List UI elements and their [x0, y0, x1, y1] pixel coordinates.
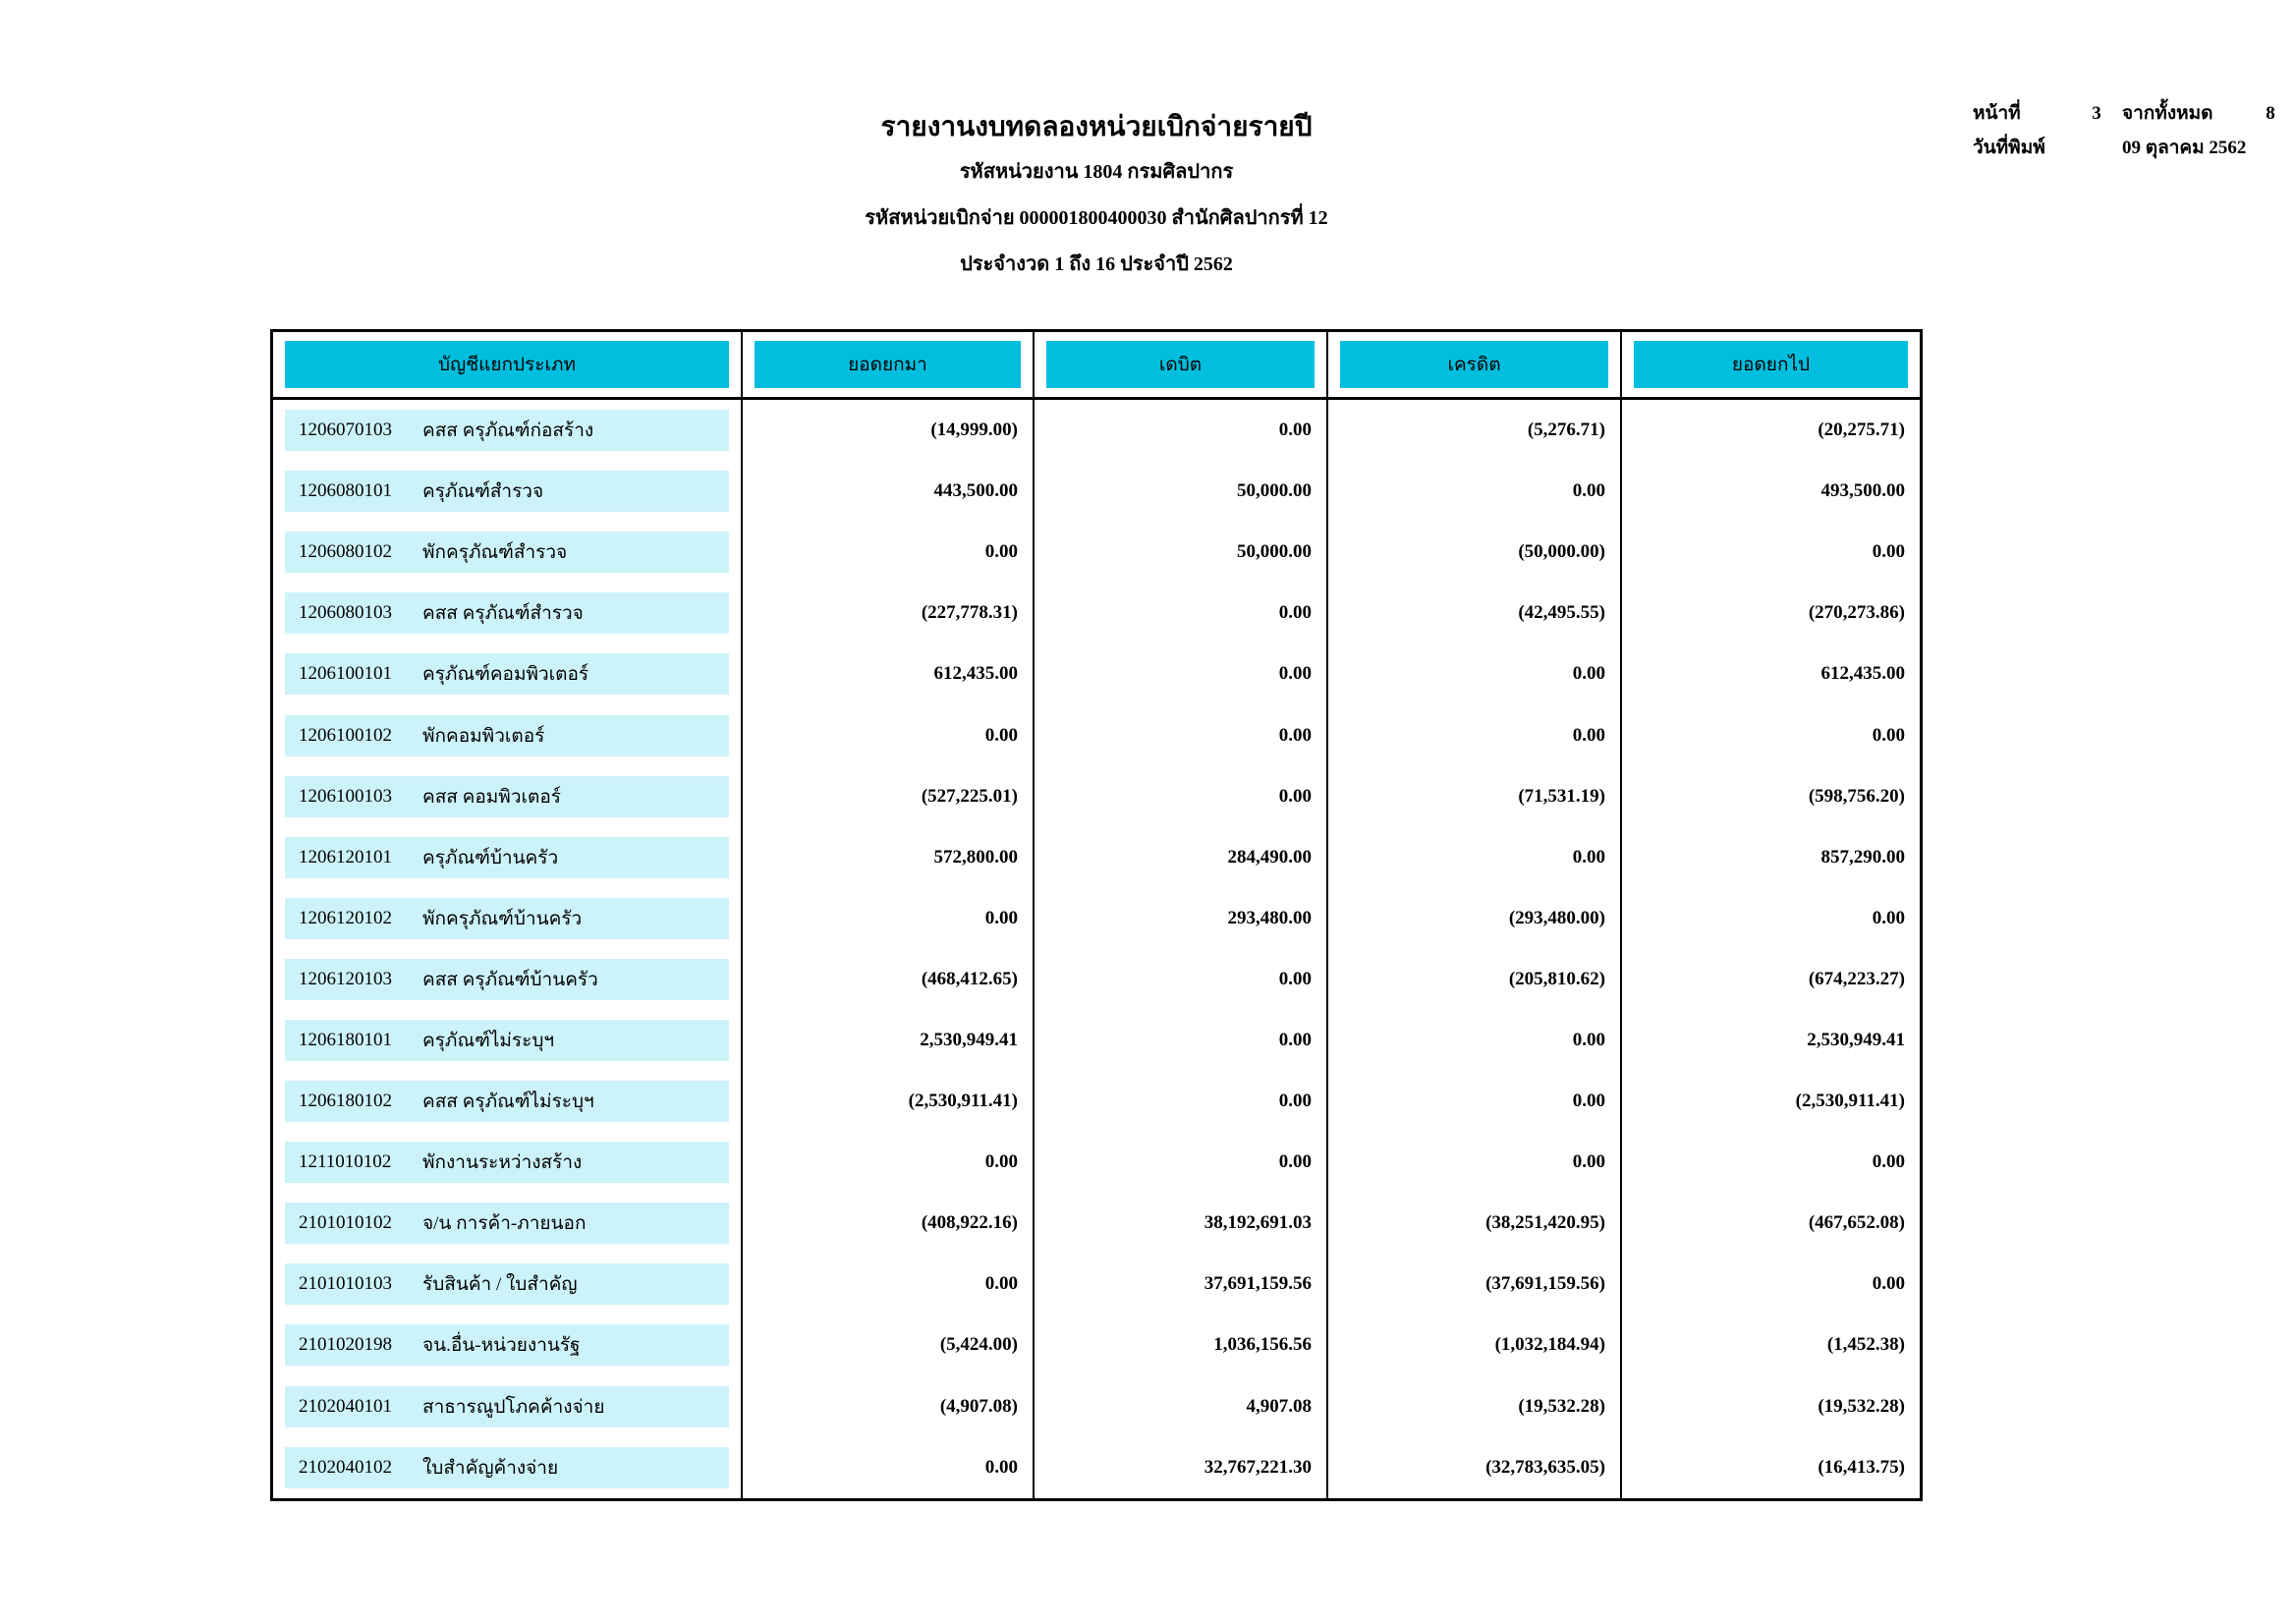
- account-band: [285, 1081, 729, 1122]
- account-band: [285, 410, 729, 451]
- account-cell: [273, 522, 743, 583]
- closing-balance-cell: (20,275.71): [1818, 420, 1905, 441]
- credit-cell: 0.00: [1328, 644, 1622, 704]
- table-row: [273, 827, 1920, 888]
- account-cell: [273, 766, 743, 827]
- debit-cell: 50,000.00: [1035, 461, 1328, 522]
- opening-balance-cell: (14,999.00): [743, 400, 1035, 461]
- debit-cell: 284,490.00: [1035, 827, 1328, 888]
- account-band: [285, 1447, 729, 1488]
- account-cell: [273, 888, 743, 949]
- header-label-opening-balance: ยอดยกมา: [755, 341, 1021, 388]
- opening-balance-cell: 0.00: [743, 1132, 1035, 1193]
- account-cell: [273, 1376, 743, 1437]
- account-name: คสส ครุภัณฑ์ไม่ระบุฯ: [422, 1092, 594, 1113]
- disbursement-unit-line: รหัสหน่วยเบิกจ่าย 000001800400030 สำนักศิลปากรที่ 12: [865, 207, 1328, 229]
- credit-cell: (293,480.00): [1328, 888, 1622, 949]
- opening-balance-cell: 0.00: [743, 522, 1035, 583]
- table-row: [273, 766, 1920, 827]
- account-code: 1206120103: [299, 968, 392, 989]
- account-band: [285, 1020, 729, 1061]
- closing-balance-cell: 0.00: [1872, 724, 1905, 746]
- account-code: 1211010102: [299, 1151, 392, 1173]
- credit-cell: 0.00: [1328, 461, 1622, 522]
- debit-cell: 37,691,159.56: [1035, 1254, 1328, 1315]
- account-band: [285, 1142, 729, 1183]
- account-cell: [273, 1071, 743, 1132]
- account-name: พักครุภัณฑ์สำรวจ: [422, 542, 568, 564]
- table-row: [273, 1010, 1920, 1071]
- account-band: [285, 1386, 729, 1428]
- account-code: 1206100102: [299, 724, 392, 746]
- account-name: คสส ครุภัณฑ์ก่อสร้าง: [422, 420, 594, 442]
- credit-cell: (71,531.19): [1328, 766, 1622, 827]
- table-row: [273, 1254, 1920, 1315]
- credit-cell: 0.00: [1328, 827, 1622, 888]
- opening-balance-cell: (527,225.01): [743, 766, 1035, 827]
- account-code: 1206120102: [299, 907, 392, 928]
- closing-balance-cell: (1,452.38): [1826, 1334, 1905, 1356]
- header-cell-debit: [1035, 332, 1328, 397]
- account-cell: [273, 461, 743, 522]
- closing-balance-cell: 0.00: [1872, 907, 1905, 928]
- account-band: [285, 898, 729, 939]
- account-cell: [273, 1437, 743, 1498]
- table-body: [273, 400, 1920, 1498]
- credit-cell: (205,810.62): [1328, 949, 1622, 1010]
- table-row: [273, 1315, 1920, 1375]
- page-info: [1973, 103, 2275, 159]
- account-name: คสส ครุภัณฑ์บ้านครัว: [422, 969, 598, 990]
- page-label: หน้าที่: [1973, 103, 2021, 124]
- account-name: ใบสำคัญค้างจ่าย: [422, 1457, 559, 1479]
- closing-balance-cell: (467,652.08): [1808, 1212, 1905, 1234]
- opening-balance-cell: 0.00: [743, 1437, 1035, 1498]
- debit-cell: 4,907.08: [1035, 1376, 1328, 1437]
- credit-cell: (1,032,184.94): [1328, 1315, 1622, 1375]
- opening-balance-cell: 2,530,949.41: [743, 1010, 1035, 1071]
- account-code: 1206080101: [299, 480, 392, 502]
- account-name: พักครุภัณฑ์บ้านครัว: [422, 908, 583, 929]
- table-row: [273, 1376, 1920, 1437]
- account-band: [285, 1324, 729, 1366]
- debit-cell: 0.00: [1035, 583, 1328, 644]
- closing-balance-cell: 0.00: [1872, 1151, 1905, 1173]
- closing-balance-cell: (674,223.27): [1808, 968, 1905, 989]
- table-row: [273, 888, 1920, 949]
- credit-cell: (42,495.55): [1328, 583, 1622, 644]
- period-line: ประจำงวด 1 ถึง 16 ประจำปี 2562: [960, 253, 1233, 275]
- closing-balance-cell: 0.00: [1872, 541, 1905, 563]
- table-row: [273, 461, 1920, 522]
- page-number: 3: [2092, 103, 2101, 124]
- account-band: [285, 653, 729, 695]
- account-band: [285, 1203, 729, 1244]
- credit-cell: (19,532.28): [1328, 1376, 1622, 1437]
- total-pages: 8: [2266, 103, 2275, 124]
- opening-balance-cell: 0.00: [743, 1254, 1035, 1315]
- opening-balance-cell: (4,907.08): [743, 1376, 1035, 1437]
- account-band: [285, 959, 729, 1000]
- print-date: 09 ตุลาคม 2562: [2122, 137, 2247, 158]
- debit-cell: 1,036,156.56: [1035, 1315, 1328, 1375]
- opening-balance-cell: 0.00: [743, 888, 1035, 949]
- closing-balance-cell: (2,530,911.41): [1795, 1091, 1905, 1112]
- closing-balance-cell: (19,532.28): [1818, 1395, 1905, 1417]
- account-name: สาธารณูปโภคค้างจ่าย: [422, 1396, 605, 1418]
- debit-cell: 0.00: [1035, 949, 1328, 1010]
- account-code: 1206070103: [299, 420, 392, 441]
- header-label-credit: เครดิต: [1340, 341, 1608, 388]
- report-title: รายงานงบทดลองหน่วยเบิกจ่ายรายปี: [880, 112, 1313, 142]
- debit-cell: 293,480.00: [1035, 888, 1328, 949]
- opening-balance-cell: 443,500.00: [743, 461, 1035, 522]
- opening-balance-cell: (2,530,911.41): [743, 1071, 1035, 1132]
- debit-cell: 50,000.00: [1035, 522, 1328, 583]
- table-row: [273, 704, 1920, 765]
- table-row: [273, 644, 1920, 704]
- account-band: [285, 776, 729, 817]
- credit-cell: (32,783,635.05): [1328, 1437, 1622, 1498]
- account-code: 2101010102: [299, 1212, 392, 1234]
- account-name: คสส ครุภัณฑ์สำรวจ: [422, 603, 584, 625]
- account-name: พักคอมพิวเตอร์: [422, 725, 545, 747]
- account-band: [285, 471, 729, 512]
- closing-balance-cell: 612,435.00: [1820, 663, 1905, 685]
- credit-cell: 0.00: [1328, 1010, 1622, 1071]
- account-name: คสส คอมพิวเตอร์: [422, 786, 561, 808]
- account-cell: [273, 400, 743, 461]
- debit-cell: 32,767,221.30: [1035, 1437, 1328, 1498]
- account-code: 2101020198: [299, 1334, 392, 1356]
- table-row: [273, 583, 1920, 644]
- account-code: 1206180102: [299, 1091, 392, 1112]
- header-cell-closing-balance: [1622, 332, 1920, 397]
- account-name: ครุภัณฑ์ไม่ระบุฯ: [422, 1030, 555, 1051]
- credit-cell: 0.00: [1328, 1132, 1622, 1193]
- header-label-debit: เดบิต: [1046, 341, 1315, 388]
- closing-balance-cell: (270,273.86): [1808, 602, 1905, 624]
- opening-balance-cell: (408,922.16): [743, 1193, 1035, 1254]
- header-cell-account: [273, 332, 743, 397]
- table-header-row: [273, 332, 1920, 400]
- table-row: [273, 1193, 1920, 1254]
- account-name: รับสินค้า / ใบสำคัญ: [422, 1274, 578, 1296]
- account-band: [285, 837, 729, 878]
- table-row: [273, 1071, 1920, 1132]
- account-cell: [273, 1315, 743, 1375]
- closing-balance-cell: 0.00: [1872, 1273, 1905, 1295]
- account-code: 2102040102: [299, 1456, 392, 1478]
- account-code: 1206080103: [299, 602, 392, 624]
- account-cell: [273, 644, 743, 704]
- debit-cell: 0.00: [1035, 1071, 1328, 1132]
- opening-balance-cell: (5,424.00): [743, 1315, 1035, 1375]
- account-band: [285, 592, 729, 634]
- account-cell: [273, 1132, 743, 1193]
- debit-cell: 38,192,691.03: [1035, 1193, 1328, 1254]
- debit-cell: 0.00: [1035, 644, 1328, 704]
- debit-cell: 0.00: [1035, 400, 1328, 461]
- account-name: พักงานระหว่างสร้าง: [422, 1152, 583, 1174]
- credit-cell: 0.00: [1328, 1071, 1622, 1132]
- table-row: [273, 400, 1920, 461]
- closing-balance-cell: 857,290.00: [1820, 846, 1905, 868]
- closing-balance-cell: (16,413.75): [1818, 1456, 1905, 1478]
- credit-cell: (50,000.00): [1328, 522, 1622, 583]
- account-cell: [273, 949, 743, 1010]
- credit-cell: (37,691,159.56): [1328, 1254, 1622, 1315]
- account-code: 1206100103: [299, 785, 392, 807]
- account-code: 1206120101: [299, 846, 392, 868]
- account-name: ครุภัณฑ์คอมพิวเตอร์: [422, 664, 589, 686]
- opening-balance-cell: (468,412.65): [743, 949, 1035, 1010]
- account-cell: [273, 1010, 743, 1071]
- account-name: จน.อื่น-หน่วยงานรัฐ: [422, 1335, 581, 1357]
- report-header: [270, 110, 1923, 299]
- debit-cell: 0.00: [1035, 1010, 1328, 1071]
- header-cell-opening-balance: [743, 332, 1035, 397]
- account-cell: [273, 1254, 743, 1315]
- account-cell: [273, 704, 743, 765]
- account-code: 1206180101: [299, 1029, 392, 1050]
- account-code: 1206100101: [299, 663, 392, 685]
- header-cell-credit: [1328, 332, 1622, 397]
- opening-balance-cell: 612,435.00: [743, 644, 1035, 704]
- account-name: ครุภัณฑ์บ้านครัว: [422, 847, 559, 868]
- account-name: จ/น การค้า-ภายนอก: [422, 1213, 587, 1235]
- table-row: [273, 949, 1920, 1010]
- trial-balance-table: [270, 329, 1923, 1501]
- closing-balance-cell: 493,500.00: [1820, 480, 1905, 502]
- agency-code-line: รหัสหน่วยงาน 1804 กรมศิลปากร: [959, 161, 1234, 183]
- debit-cell: 0.00: [1035, 766, 1328, 827]
- account-band: [285, 715, 729, 756]
- page-number-row: [1973, 103, 2275, 125]
- debit-cell: 0.00: [1035, 704, 1328, 765]
- header-label-account: บัญชีแยกประเภท: [285, 341, 729, 388]
- table-row: [273, 1132, 1920, 1193]
- debit-cell: 0.00: [1035, 1132, 1328, 1193]
- account-band: [285, 1263, 729, 1305]
- account-band: [285, 532, 729, 573]
- table-row: [273, 1437, 1920, 1498]
- header-label-closing-balance: ยอดยกไป: [1634, 341, 1908, 388]
- account-code: 1206080102: [299, 541, 392, 563]
- account-code: 2101010103: [299, 1273, 392, 1295]
- credit-cell: (38,251,420.95): [1328, 1193, 1622, 1254]
- opening-balance-cell: 0.00: [743, 704, 1035, 765]
- credit-cell: (5,276.71): [1328, 400, 1622, 461]
- opening-balance-cell: (227,778.31): [743, 583, 1035, 644]
- account-code: 2102040101: [299, 1395, 392, 1417]
- table-row: [273, 522, 1920, 583]
- print-date-label: วันที่พิมพ์: [1973, 137, 2045, 158]
- print-date-row: [1973, 139, 2267, 159]
- opening-balance-cell: 572,800.00: [743, 827, 1035, 888]
- account-cell: [273, 827, 743, 888]
- closing-balance-cell: (598,756.20): [1808, 785, 1905, 807]
- account-cell: [273, 1193, 743, 1254]
- total-pages-label: จากทั้งหมด: [2122, 103, 2213, 124]
- account-cell: [273, 583, 743, 644]
- closing-balance-cell: 2,530,949.41: [1807, 1029, 1905, 1050]
- account-name: ครุภัณฑ์สำรวจ: [422, 481, 544, 503]
- credit-cell: 0.00: [1328, 704, 1622, 765]
